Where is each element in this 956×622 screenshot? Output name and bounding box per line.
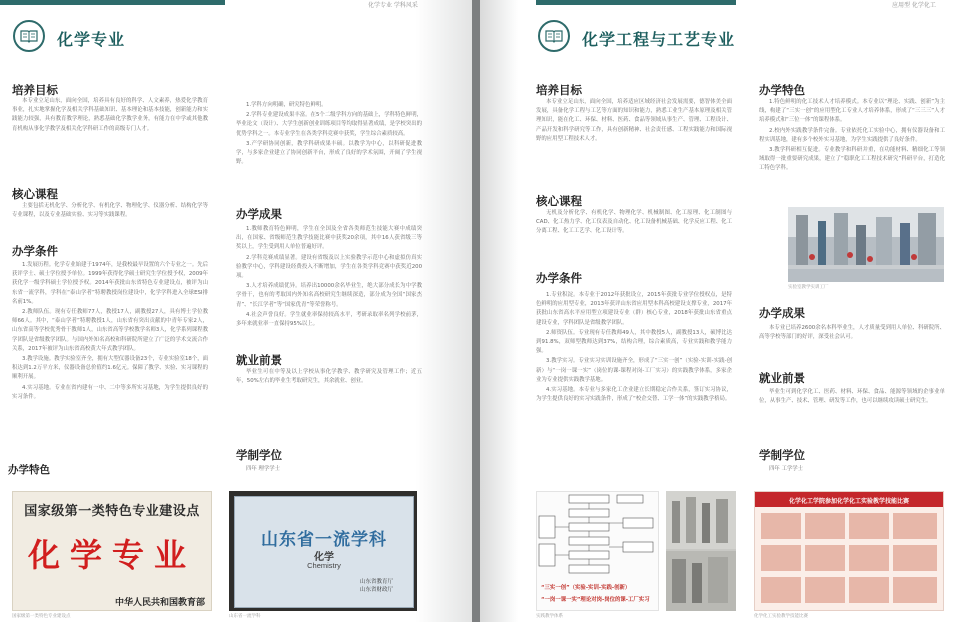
diagram-note-2: “一岗一课一实”理论对岗-岗位的课-工厂实习: [541, 597, 650, 603]
poster-title: 化学化工学院参加化学化工实验教学技能比赛: [788, 498, 909, 505]
plaque-line-3: Chemistry: [307, 561, 341, 570]
employment-text: 毕业生可在中等及以上学校从事化学教学、教学研究及管理工作；近五年，50%左右的毕业生考取研究生，其余就业、创业。: [236, 369, 422, 385]
left-page: [0, 0, 472, 622]
degree-text: 四年 理学学士: [246, 466, 281, 472]
practice-system-diagram: [536, 491, 659, 611]
plaque-line-1: 山东省一流学科: [261, 530, 387, 550]
diagram-note-1: “三实一创”（实验-实训-实践-创新）: [541, 585, 631, 591]
section-title-goal: 培养目标: [536, 83, 582, 97]
section-title-employment: 就业前景: [236, 353, 282, 367]
poster-caption: 化学化工实验教学技能比赛: [754, 614, 808, 619]
section-title-feature: 办学特色: [8, 464, 50, 476]
book-icon: [13, 20, 45, 52]
plaque-line-5: 山东省财政厅: [359, 587, 393, 593]
plaque-provincial-first-class: [229, 491, 417, 611]
right-page: [480, 0, 956, 622]
lab-photo-caption: 实验室教学实训工厂: [788, 285, 829, 290]
plaque-line-4: 山东省教育厅: [359, 579, 393, 585]
plaque-line-3: 中华人民共和国教育部: [114, 598, 205, 608]
lab-photo: [788, 207, 944, 282]
conditions-text: 1.发展历程。化学专业始建于1974年，是我校最早设置的六个专业之一。先后获评学士、硕士学位授予单位。1999年获得化学硕士研究生学位授予权，2009年获化学一级学科硕士学位授予权。2014年获批山东省特色专业建设点，被评为山东省一流学科，学科在“泰山学者”特聘教授岗位建设中，化学学科进入全球ESI排名前1%。 2.教师队伍。现有专任教师77人，教授17人，副教授27人，具有博士学位教师66人。其中，“泰山学者”特聘教授1人，山东省有突出贡献的中青年专家2人，山东省高等学校优秀骨干教师1人，山东省高等学校教学名师3人，化学系列课程教学团队是省级教学团队。与国内外知名高校和科研院所建立了广泛的学术交流合作关系，2017年被评为山东省高校黄大年式教学团队。 3.教学设施。教学实验室齐全，拥有大型仪器设备23个，专业实验室18个，面积达到1.2万平方米，仪器设备总价值约1.6亿元。保障了教学、实验、实习课程的顺利开展。 4.实习基地。专业在省内建有一中、二中等多所实习基地，为学生提供良好的实习条件。: [12, 262, 208, 400]
section-title-goal: 培养目标: [12, 83, 58, 97]
running-header: 应用型 化学化工: [892, 2, 936, 9]
section-title-results: 办学成果: [759, 306, 805, 320]
core-text: 主要包括无机化学、分析化学、有机化学、物理化学、仪器分析、结构化学等专业课程，以及专业基础实验、实习等实践课程。: [12, 203, 208, 219]
section-title-degree: 学制学位: [236, 448, 282, 462]
conditions-text: 1.专业积淀。本专业于2012年获批设立，2015年获批专业学位授权点，是特色鲜明的应用型专业，2013年获评山东省应用型本科高校建设支撑专业，2017年获批山东省高水平应用型立项建设专业（群）核心专业，2018年获批山东省重点建设专业，学科团队是省级教学团队。 2.师资队伍。专业现有专任教师49人，其中教授5人，副教授13人，硕博比达到91.8%，双师型教师达到37%，结构合理，综合素质高，专业实践和教学能力强。 3.教学实习。专业实习实训设施齐全，形成了“三实一创”（实验-实训-实践-创新）与“一岗一课一实”（岗位的课-课程对岗-工厂实习）的实践教学体系，多家企业为专业提供实践教学基地。 4.实习基地。本专业与多家化工企业建立长期稳定合作关系，签订实习协议，为学生提供良好的实习实践条件，形成了“校企交替、工学一体”的实践教学格局。: [536, 292, 732, 403]
diagram-caption: 实践教学体系: [536, 614, 563, 619]
section-title-degree: 学制学位: [759, 448, 805, 462]
feature-text: 1.特色鲜明的化工技术人才培养模式。本专业以“理论、实践、创新”为主线，构建了“三实一创”的应用型化工专业人才培养体系，形成了“三三三”人才培养模式和“三位一体”的课程体系。 2.校内外实践教学条件完备。专业依托化工实验中心，拥有仪器设备和工程实训基地，建有多个校外实习基地，为学生实践提供了良好条件。 3.教学科研相互促进。专业教学和科研并重，在功能材料、精细化工等领域取得一批重要研究成果，建立了“稳职化工工程技术研究”科研平台，打造化工特色学科。: [759, 99, 945, 172]
competition-poster: [754, 491, 944, 611]
section-title-feature: 办学特色: [759, 83, 805, 97]
plaque-national-feature: [12, 491, 212, 611]
plaque-line-1: 国家级第一类特色专业建设点: [24, 504, 200, 519]
mid-text: 1.学科方向明确，研究特色鲜明。 2.学科专业建设成果丰富。在5个二级学科方向的基础上，学科特色鲜明，毕业论文（设计）、大学生创新创业训练项目等均取得显著成绩，是学校突出的优势学科之一。本专业学生在各类学科竞赛中获奖，学生综合素质较高。 3.产学研协同创新，教学科研成果丰硕。以教学为中心，以科研促进教学，与多家企业建立了协同创新平台，形成了良好的学术氛围，开阔了学生视野。: [236, 102, 422, 166]
running-header: 化学专业 学科风采: [368, 2, 418, 9]
equipment-photo: [666, 491, 736, 611]
plaque-line-2: 化学专业: [27, 536, 196, 574]
book-icon: [538, 20, 570, 52]
core-text: 无机及分析化学、有机化学、物理化学、机械制图、化工原理、化工制图与CAD、化工热力学、化工仪表及自动化、化工设备机械基础、化学反应工程、化工分离工程、化工工艺学、化工设计等。: [536, 210, 732, 235]
page-title: 化学专业: [57, 30, 126, 49]
degree-text: 四年 工学学士: [769, 466, 804, 472]
section-title-core: 核心课程: [536, 194, 582, 208]
results-text: 本专业已培养2600余名本科毕业生，人才质量受到用人单位、科研院所、高等学校等部门的好评，深受社会认可。: [759, 325, 945, 341]
section-title-employment: 就业前景: [759, 371, 805, 385]
top-accent-bar: [536, 0, 736, 5]
top-accent-bar: [0, 0, 225, 5]
section-title-conditions: 办学条件: [12, 244, 58, 258]
page-title: 化学工程与工艺专业: [582, 30, 736, 49]
plaque1-caption: 国家级第一类特色专业建设点: [12, 614, 71, 619]
section-title-results: 办学成果: [236, 207, 282, 221]
goal-text: 本专业立足山东，面向全国，培养适应区域经济社会发展需要，德智体美全面发展，具备化学工程与工艺等方面的知识和能力，熟悉工业生产基本原理及相关管理知识，能在化工、环保、材料、医药、食品等领域从事生产、管理、工程设计、产品开发和科学研究等工作，具有创新精神、社会责任感、工程实践能力和国际视野的应用型工程技术人才。: [536, 99, 732, 142]
goal-text: 本专业立足山东，面向全国，培养具有良好的科学、人文素养，热爱化学教育事业，扎实地掌握化学及相关学科基础知识、基本理论和基本技能，创新能力和实践能力较强，具有教育教学理论，熟悉基础化学教学业务，有能力在中学或其他教育机构从事化学教学及相关化学科研工作的高级专门人才。: [12, 98, 208, 132]
results-text: 1.教师教育特色鲜明，学生在全国及全省各类师范生技能大赛中成绩突出，在国家、省级师范生教学技能比赛中获奖20余项，其中16人获省级三等奖以上，学生受到用人单位普遍好评。 2.学科竞赛成绩显著。建设有省级及以上实验教学示范中心和虚拟仿真实验教学中心，学科建设经费投入不断增加，学生在各类学科竞赛中获奖近200项。 3.人才培养成绩优异。培养出10000余名毕业生，绝大部分成长为中学教学骨干，也有的考取国内外知名高校研究生继续深造，部分成为全国“国家杰青”、“长江学者”等“国家优青”等荣誉称号。 4.社会声誉良好。学生就业率保持较高水平，考研录取率名列学校前茅，多年来就业率一直保持95%以上。: [236, 226, 422, 328]
plaque-line-2: 化学: [314, 552, 334, 563]
employment-text: 毕业生可到化学化工、医药、材料、环保、食品、能源等领域的企事业单位，从事生产、技术、管理、研发等工作，也可以继续攻读硕士研究生。: [759, 389, 945, 405]
plaque2-caption: 山东省一流学科: [229, 614, 261, 619]
section-title-core: 核心课程: [12, 187, 58, 201]
section-title-conditions: 办学条件: [536, 271, 582, 285]
